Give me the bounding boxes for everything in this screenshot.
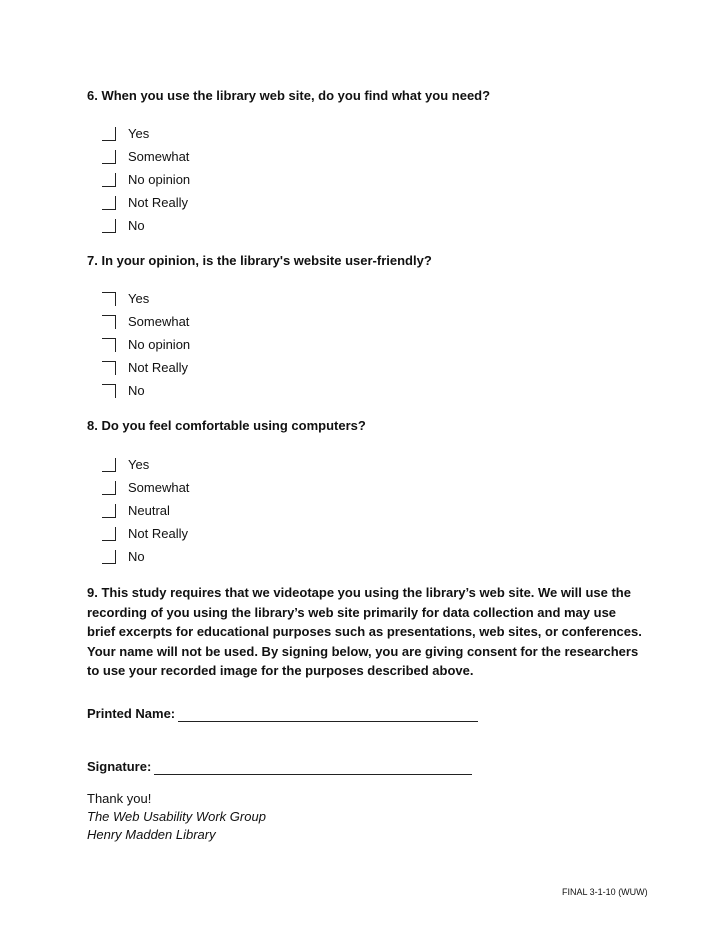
option-label: Somewhat	[128, 149, 190, 164]
question-6-title: 6. When you use the library web site, do you find what you need?	[87, 88, 491, 103]
option-label: Yes	[128, 457, 150, 472]
signature-row	[87, 759, 472, 775]
checkbox-icon[interactable]	[102, 384, 116, 398]
printed-name-field[interactable]	[178, 708, 478, 722]
printed-name-row	[87, 706, 478, 722]
q7-option-somewhat[interactable]	[102, 313, 189, 331]
q8-option-yes[interactable]	[102, 456, 149, 474]
q6-option-somewhat[interactable]	[102, 148, 189, 166]
option-label: No opinion	[128, 337, 191, 352]
footer-version: FINAL 3-1-10 (WUW)	[562, 887, 648, 897]
checkbox-icon[interactable]	[102, 196, 116, 210]
option-label: No	[128, 218, 145, 233]
signature-label: Signature:	[87, 759, 152, 774]
q8-option-not-really[interactable]	[102, 525, 188, 543]
q8-option-neutral[interactable]	[102, 502, 170, 520]
option-label: Somewhat	[128, 480, 190, 495]
question-7-title: 7. In your opinion, is the library's website user-friendly?	[87, 253, 432, 268]
q7-option-no-opinion[interactable]	[102, 336, 190, 354]
checkbox-icon[interactable]	[102, 150, 116, 164]
q6-option-no[interactable]	[102, 217, 145, 235]
q7-option-not-really[interactable]	[102, 359, 188, 377]
checkbox-icon[interactable]	[102, 219, 116, 233]
option-label: Yes	[128, 291, 150, 306]
checkbox-icon[interactable]	[102, 338, 116, 352]
printed-name-label: Printed Name:	[87, 706, 176, 721]
option-label: Not Really	[128, 360, 188, 375]
consent-paragraph: 9. This study requires that we videotape you using the library’s web site. We will use the recording of you using the library’s web site primarily for data collection and may use brief excerpts for educational purposes such as presentations, web sites, or conferences. Your name will not be used. By signing below, you are giving consent for the researchers to use your recorded image for the purposes described above.	[87, 585, 642, 678]
checkbox-icon[interactable]	[102, 550, 116, 564]
question-8-title: 8. Do you feel comfortable using computers?	[87, 418, 366, 433]
checkbox-icon[interactable]	[102, 527, 116, 541]
checkbox-icon[interactable]	[102, 173, 116, 187]
checkbox-icon[interactable]	[102, 292, 116, 306]
option-label: No	[128, 383, 145, 398]
group-name: The Web Usability Work Group	[87, 809, 266, 824]
option-label: Yes	[128, 126, 150, 141]
checkbox-icon[interactable]	[102, 458, 116, 472]
q6-option-not-really[interactable]	[102, 194, 188, 212]
q6-option-no-opinion[interactable]	[102, 171, 190, 189]
option-label: No	[128, 549, 145, 564]
thank-you-text: Thank you!	[87, 791, 152, 806]
library-name: Henry Madden Library	[87, 827, 216, 842]
checkbox-icon[interactable]	[102, 127, 116, 141]
q6-option-yes[interactable]	[102, 125, 149, 143]
checkbox-icon[interactable]	[102, 481, 116, 495]
option-label: No opinion	[128, 172, 191, 187]
closing-block	[87, 790, 266, 844]
checkbox-icon[interactable]	[102, 504, 116, 518]
signature-field[interactable]	[154, 761, 472, 775]
option-label: Not Really	[128, 195, 188, 210]
option-label: Not Really	[128, 526, 188, 541]
q8-option-somewhat[interactable]	[102, 479, 189, 497]
checkbox-icon[interactable]	[102, 361, 116, 375]
q7-option-no[interactable]	[102, 382, 145, 400]
q7-option-yes[interactable]	[102, 290, 149, 308]
checkbox-icon[interactable]	[102, 315, 116, 329]
option-label: Neutral	[128, 503, 170, 518]
q8-option-no[interactable]	[102, 548, 145, 566]
option-label: Somewhat	[128, 314, 190, 329]
